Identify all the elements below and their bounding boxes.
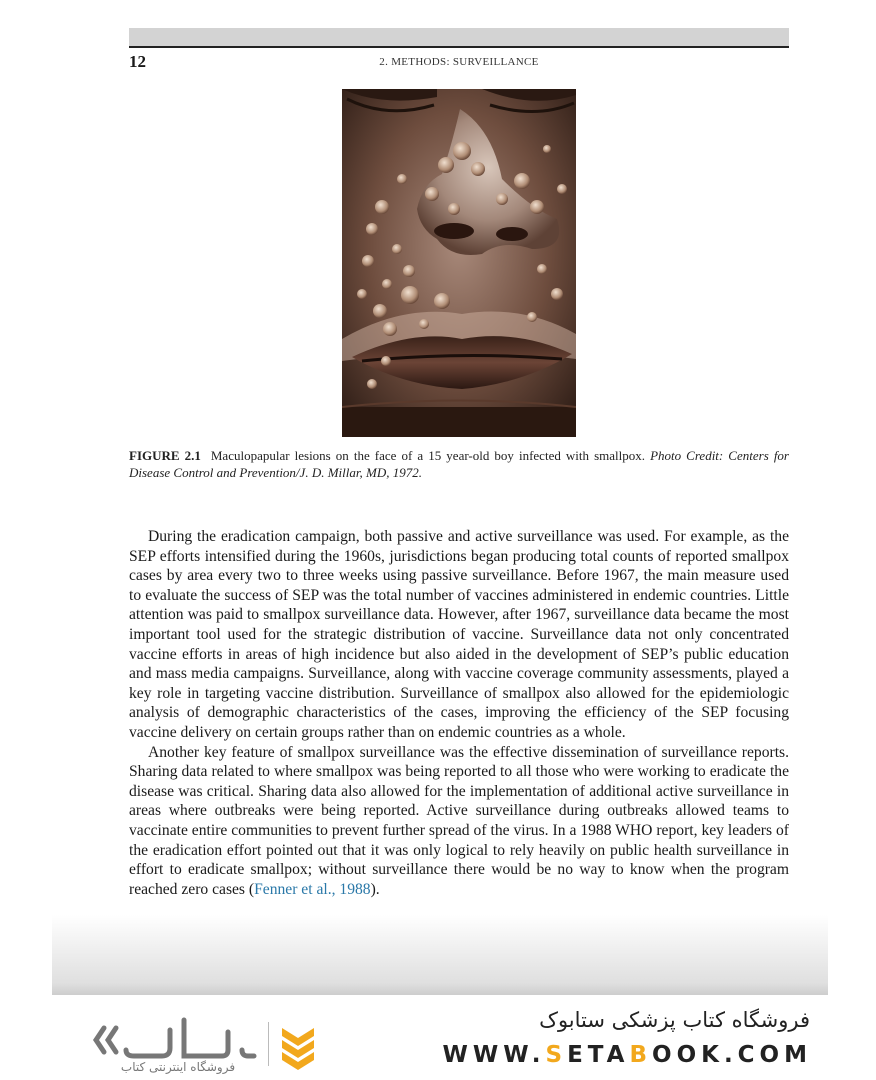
url-part: OOK.COM xyxy=(652,1042,812,1068)
url-part: WWW. xyxy=(442,1042,546,1068)
header-rule xyxy=(129,28,789,48)
photo-credit: Photo Credit: Centers for Disease Control and Prevention/J. D. Millar, MD, 1972. xyxy=(129,448,789,480)
footer-divider xyxy=(268,1022,269,1066)
body-text xyxy=(129,527,789,899)
caption-text: Maculopapular lesions on the face of a 15 year-old boy infected with smallpox. xyxy=(210,448,645,463)
page-shadow xyxy=(52,915,828,995)
logo-subtitle: فروشگاه اینترنتی کتاب xyxy=(120,1060,236,1074)
store-url[interactable] xyxy=(440,1042,812,1068)
store-name: فروشگاه کتاب پزشکی ستابوک xyxy=(539,1008,810,1032)
paragraph-end: ). xyxy=(370,880,380,898)
page-number: 12 xyxy=(129,52,146,71)
running-head: 2. METHODS: SURVEILLANCE xyxy=(379,56,539,68)
paragraph-text: Another key feature of smallpox surveillance was the effective dissemination of surveillance reports. Sharing data related to where smallpox was being reported to all those who were working to eradicate the disease was critical. Sharing data also allowed for the implementation of additional active surveillance in areas where outbreaks were being reported. Active surveillance during outbreaks allowed teams to vaccinate entire communities to prevent further spread of the virus. In a 1988 WHO report, key leaders of the eradication effort pointed out that it was only logical to rely heavily on public health surveillance in effort to eradicate smallpox; without surveillance there would be no way to know when the program reached zero cases ( xyxy=(129,743,789,898)
url-highlight: S xyxy=(545,1042,568,1068)
figure-label: FIGURE 2.1 xyxy=(129,448,201,463)
figure-caption xyxy=(129,447,789,481)
paragraph xyxy=(129,743,789,900)
url-part: ETA xyxy=(567,1042,630,1068)
url-highlight: B xyxy=(629,1042,653,1068)
citation-link[interactable]: Fenner et al., 1988 xyxy=(254,880,371,898)
smallpox-face-image xyxy=(342,89,576,437)
paragraph: During the eradication campaign, both passive and active surveillance was used. For example, as the SEP efforts intensified during the 1960s, jurisdictions began producing total counts of reported smallpox cases by area every two to three weeks using passive surveillance. Before 1967, the main measure used to evaluate the success of SEP was the total number of vaccines administered in endemic countries. Little attention was paid to smallpox surveillance data. However, after 1967, surveillance data became the most important tool used for the strategic distribution of vaccine. Surveillance data not only concentrated vaccine efforts in areas of high incidence but also aided in the development of SEP’s public education and mass media campaigns. Surveillance, along with vaccine coverage community assessments, played a key role in targeting vaccine distribution. Surveillance of smallpox also allowed for the epidemiologic analysis of demographic characteristics of the cases, improving the efficiency of the SEP focusing vaccine delivery on certain groups rather than on endemic countries as a whole. xyxy=(129,528,789,741)
figure-photo xyxy=(342,89,576,437)
